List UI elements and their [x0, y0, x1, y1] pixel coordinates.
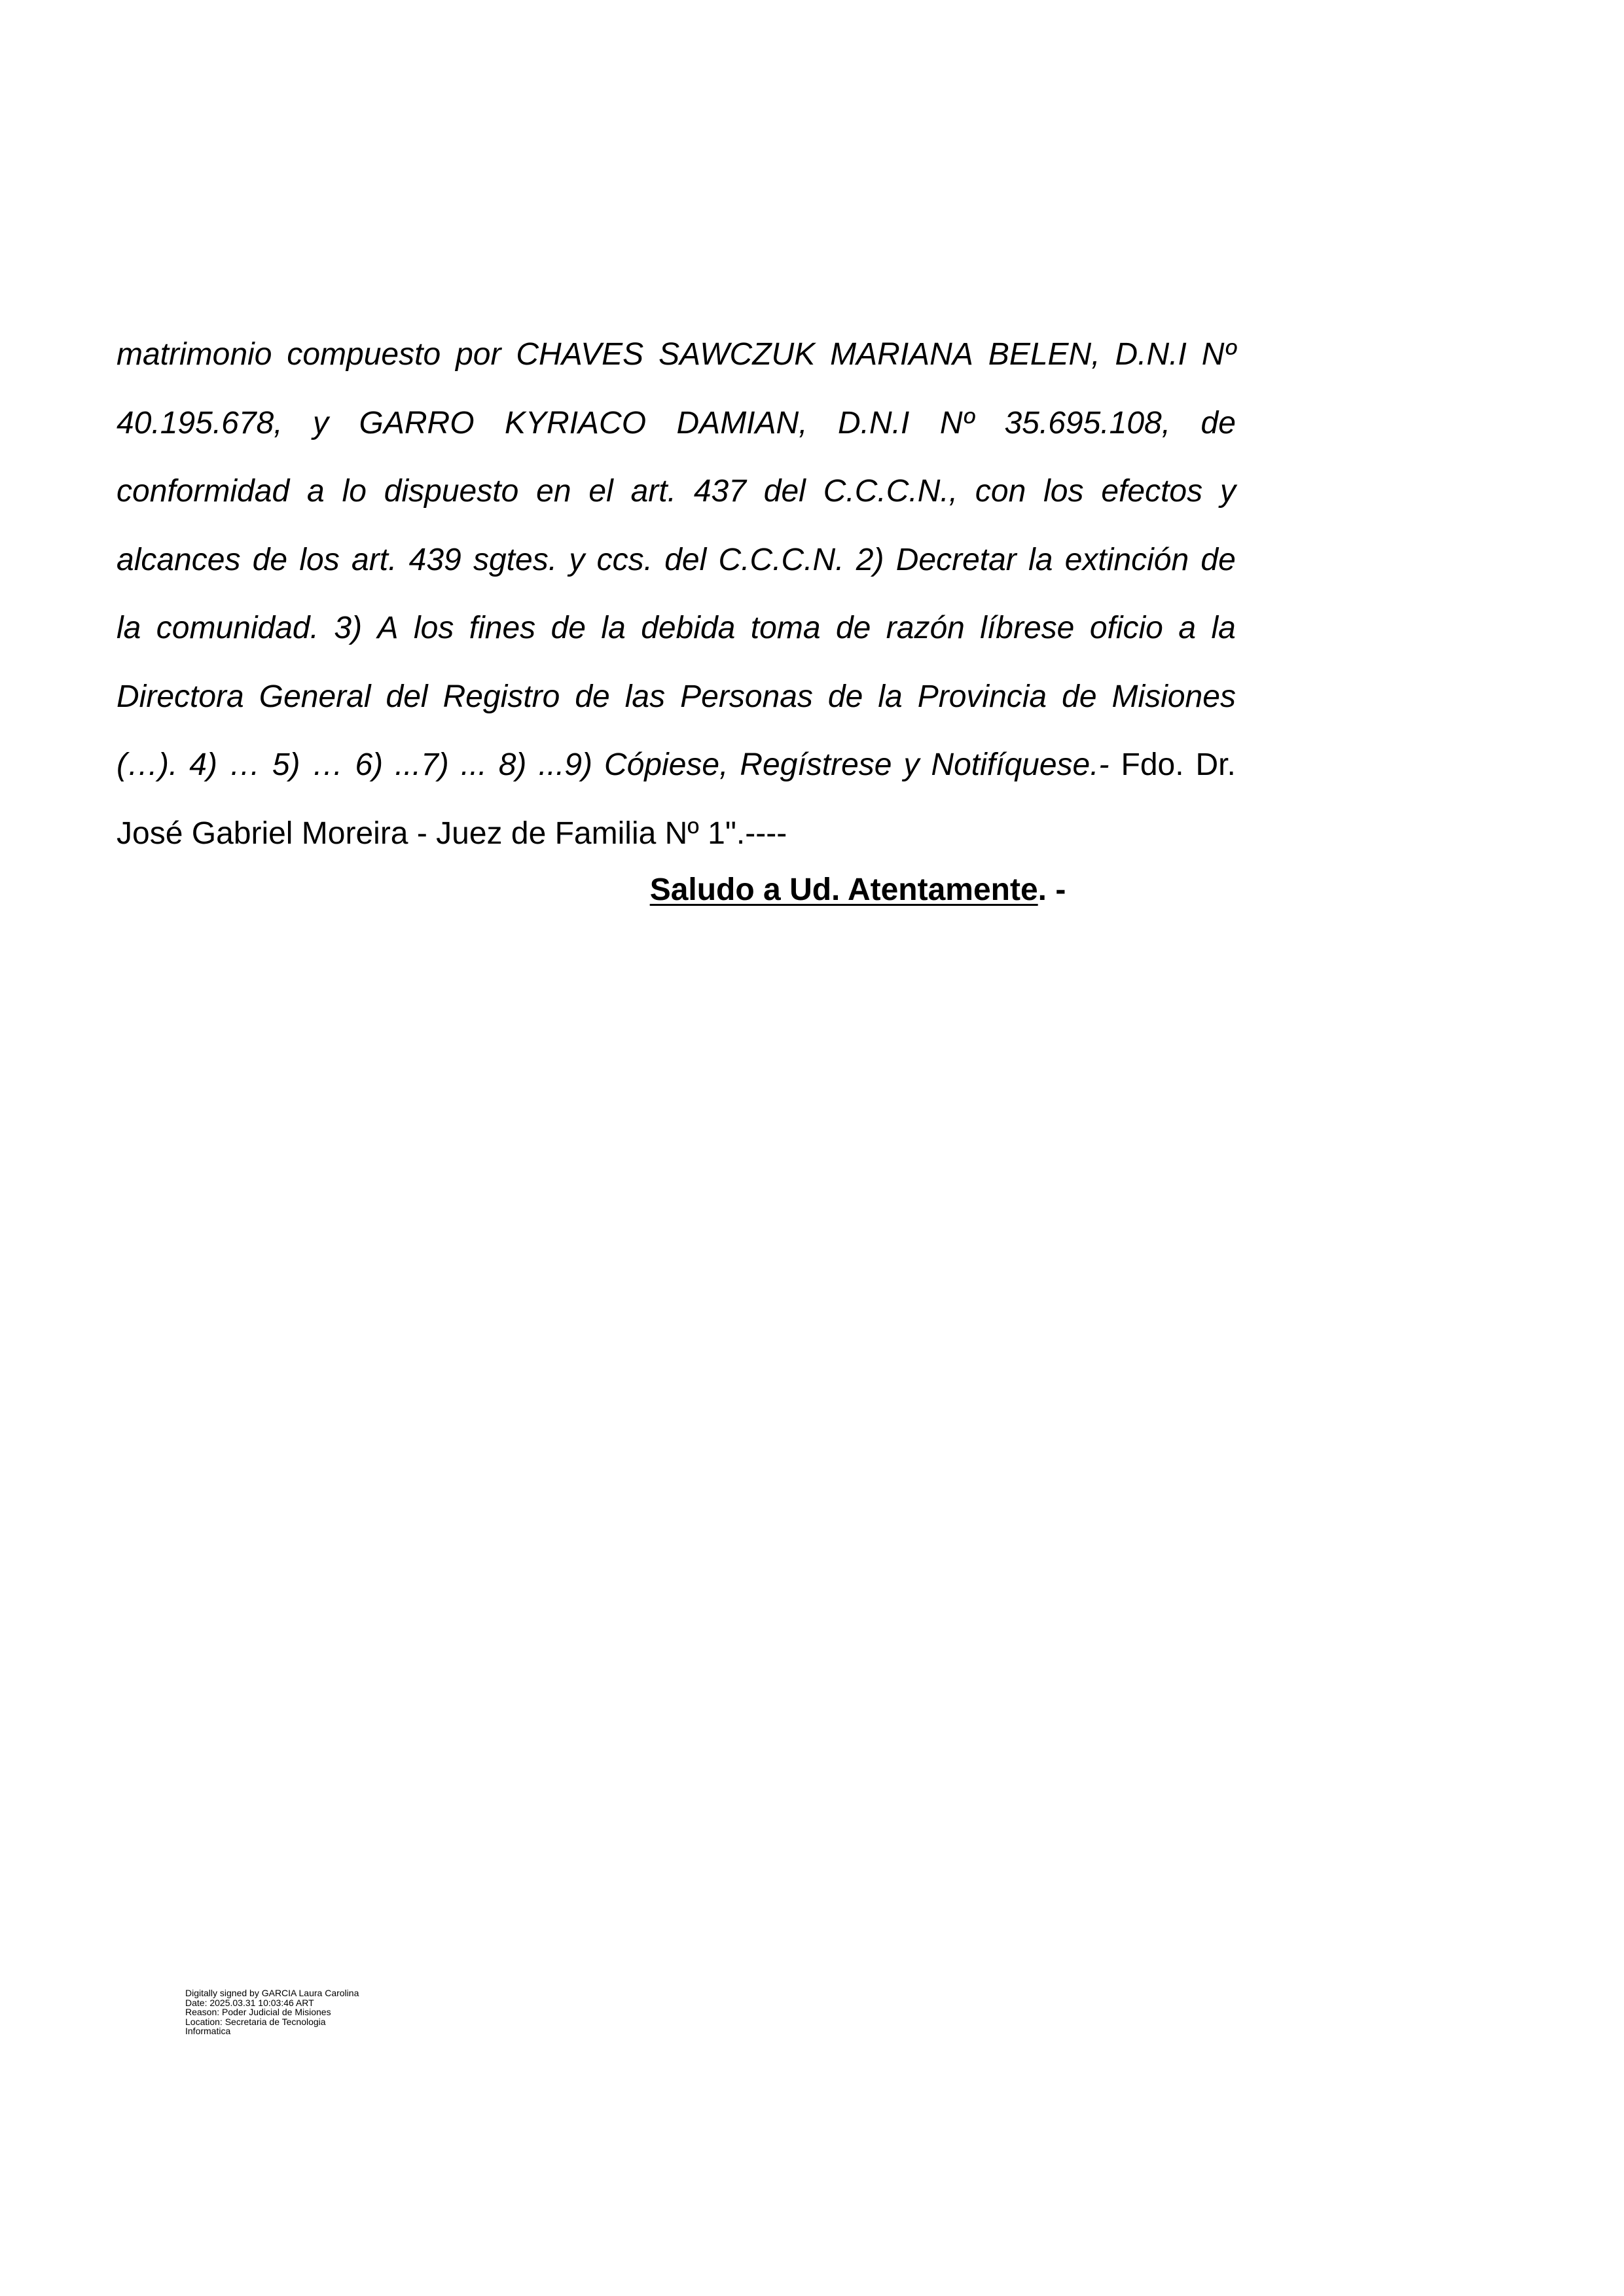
- text-line: [117, 457, 1236, 526]
- text-word: Registro: [442, 679, 560, 714]
- signature-line: Location: Secretaria de Tecnologia: [185, 2016, 326, 2027]
- text-word: 40.195.678,: [117, 405, 283, 440]
- text-word: las: [624, 679, 666, 714]
- text-word: de: [835, 611, 871, 645]
- text-word: a: [307, 474, 325, 509]
- text-word: del: [386, 679, 428, 714]
- text-word: los: [1043, 474, 1084, 509]
- text-word: Nº: [1201, 337, 1236, 372]
- resolution-text: [117, 321, 1236, 868]
- text-word: (…).: [117, 747, 178, 782]
- signature-line: Reason: Poder Judicial de Misiones: [185, 2007, 331, 2017]
- text-word: KYRIACO: [505, 405, 647, 440]
- text-word: y: [313, 405, 329, 440]
- text-word: el: [588, 474, 613, 509]
- text-word: General: [259, 679, 371, 714]
- text-word: de: [1200, 405, 1236, 440]
- text-word: 439: [408, 542, 461, 577]
- text-word: 8): [498, 747, 527, 782]
- text-word: del: [664, 542, 707, 577]
- closing-suffix: . -: [1038, 872, 1066, 907]
- text-word: Nº: [939, 405, 975, 440]
- text-word: 3): [334, 611, 363, 645]
- text-word: y: [903, 747, 920, 782]
- text-word: …: [312, 747, 344, 782]
- text-line: [117, 800, 1236, 869]
- text-word: con: [975, 474, 1026, 509]
- text-word: la: [601, 611, 626, 645]
- text-word: matrimonio: [117, 337, 272, 372]
- text-word: sgtes.: [473, 542, 558, 577]
- text-word: razón: [886, 611, 965, 645]
- closing-underlined-text: Saludo a Ud. Atentamente: [649, 872, 1038, 907]
- text-word: de: [550, 611, 586, 645]
- signature-line: Date: 2025.03.31 10:03:46 ART: [185, 1997, 314, 2008]
- text-line: [117, 526, 1236, 595]
- signature-line: Digitally signed by GARCIA Laura Carolina: [185, 1988, 359, 1998]
- text-word: ...7): [395, 747, 449, 782]
- text-word: 5): [272, 747, 300, 782]
- text-word: alcances: [117, 542, 241, 577]
- text-word: de: [575, 679, 610, 714]
- text-word: dispuesto: [384, 474, 519, 509]
- text-line: [117, 389, 1236, 458]
- text-word: ...: [460, 747, 487, 782]
- text-word: D.N.I: [838, 405, 910, 440]
- text-word: Personas: [680, 679, 813, 714]
- text-word: DAMIAN,: [676, 405, 808, 440]
- text-word: 437: [693, 474, 746, 509]
- text-word: Misiones: [1111, 679, 1236, 714]
- text-word: comunidad.: [156, 611, 319, 645]
- text-word: compuesto: [287, 337, 441, 372]
- text-word: Notifíquese.-: [931, 747, 1110, 782]
- text-word: a: [1178, 611, 1197, 645]
- text-word: debida: [641, 611, 736, 645]
- text-word: la: [1211, 611, 1236, 645]
- text-word: por: [456, 337, 501, 372]
- text-word: MARIANA: [830, 337, 973, 372]
- text-word: Regístrese: [740, 747, 892, 782]
- text-word: la: [878, 679, 903, 714]
- text-word: del: [763, 474, 806, 509]
- text-word: D.N.I: [1115, 337, 1187, 372]
- text-word: …: [228, 747, 261, 782]
- text-word: Directora: [117, 679, 244, 714]
- text-word: efectos: [1101, 474, 1203, 509]
- text-line: [117, 663, 1236, 732]
- closing-salutation: [0, 872, 1624, 908]
- text-word: GARRO: [359, 405, 475, 440]
- text-word: SAWCZUK: [659, 337, 816, 372]
- text-word: ccs.: [596, 542, 653, 577]
- text-word: de: [827, 679, 863, 714]
- text-word: Dr.: [1195, 747, 1236, 782]
- text-word: los: [413, 611, 454, 645]
- text-word: Fdo.: [1121, 747, 1184, 782]
- text-word: 35.695.108,: [1004, 405, 1171, 440]
- text-line: [117, 731, 1236, 800]
- text-word: CHAVES: [516, 337, 644, 372]
- text-word: de: [1062, 679, 1097, 714]
- text-word: y: [569, 542, 585, 577]
- signature-line: Informatica: [185, 2026, 231, 2036]
- text-word: art.: [630, 474, 676, 509]
- text-word: extinción: [1064, 542, 1189, 577]
- text-word: fines: [469, 611, 536, 645]
- text-word: 4): [189, 747, 217, 782]
- text-word: lo: [342, 474, 367, 509]
- text-word: Cópiese,: [604, 747, 729, 782]
- text-word: de: [1200, 542, 1236, 577]
- text-word: oficio: [1089, 611, 1163, 645]
- text-word: toma: [750, 611, 821, 645]
- text-word: líbrese: [980, 611, 1075, 645]
- text-word: Provincia: [917, 679, 1047, 714]
- text-span: José Gabriel Moreira - Juez de Familia Nº 1".----: [117, 816, 787, 851]
- text-word: de: [252, 542, 288, 577]
- digital-signature-block: [185, 1988, 359, 2036]
- text-word: ...9): [538, 747, 593, 782]
- text-word: A: [377, 611, 399, 645]
- text-line: [117, 321, 1236, 389]
- text-word: los: [299, 542, 340, 577]
- text-word: BELEN,: [988, 337, 1100, 372]
- text-word: art.: [352, 542, 397, 577]
- text-word: la: [1028, 542, 1053, 577]
- text-word: Decretar: [895, 542, 1017, 577]
- text-word: en: [536, 474, 571, 509]
- text-word: 6): [355, 747, 384, 782]
- text-word: y: [1219, 474, 1236, 509]
- text-word: C.C.C.N.: [718, 542, 844, 577]
- text-word: la: [117, 611, 141, 645]
- text-line: [117, 594, 1236, 663]
- text-word: conformidad: [117, 474, 290, 509]
- text-word: 2): [856, 542, 884, 577]
- text-word: C.C.C.N.,: [823, 474, 958, 509]
